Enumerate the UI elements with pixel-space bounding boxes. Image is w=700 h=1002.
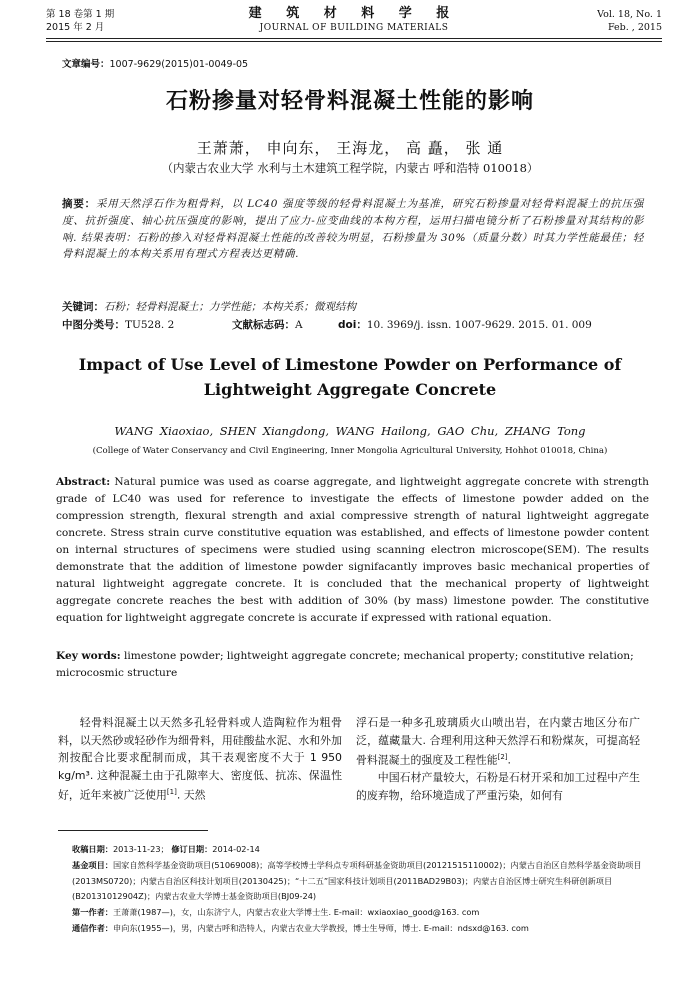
title-cn: 石粉掺量对轻骨料混凝土性能的影响 bbox=[165, 89, 534, 114]
journal-name bbox=[46, 6, 662, 34]
fund-text: 国家自然科学基金资助项目(51069008)；高等学校博士学科点专项科研基金资助项目(20121515110002)；内蒙古自治区自然科学基金资助项目(2013MS0720)；内蒙古自治区科技计划项目(20130425)；“十二五”国家科技计划项目(2011BAD29B03)；内蒙古自治区博士研究生科研创新项目(B20131012904Z)；内蒙古农业大学博士基金资助项目(BJ09-24) bbox=[72, 859, 642, 902]
affiliation-en: (College of Water Conservancy and Civil Engineering, Inner Mongolia Agricultural University, Hohhot 010018, China) bbox=[92, 446, 608, 456]
body-paragraph bbox=[58, 714, 342, 805]
header-rule-thin bbox=[46, 41, 662, 42]
footnote-rule bbox=[58, 830, 208, 831]
first-author-text: 王萧萧(1987—)，女，山东济宁人，内蒙古农业大学博士生. E-mail：wxiaoxiao_good@163. com bbox=[112, 907, 480, 918]
corr-author-text: 申向东(1955—)，男，内蒙古呼和浩特人，内蒙古农业大学教授，博士生导师，博士. E-mail：ndsxd@163. com bbox=[112, 922, 529, 933]
abstract-cn-label: 摘要： bbox=[62, 198, 96, 210]
body-column-left bbox=[58, 714, 342, 805]
fund-label: 基金项目： bbox=[72, 859, 113, 870]
keywords-cn bbox=[62, 299, 644, 315]
journal-name-cn: 建 筑 材 料 学 报 bbox=[248, 6, 460, 21]
body-paragraph bbox=[356, 714, 640, 769]
title-en-line2: Lightweight Aggregate Concrete bbox=[203, 380, 497, 399]
keywords-en-text: limestone powder; lightweight aggregate concrete; mechanical property; constitutive relation; microcosmic structure bbox=[56, 650, 634, 679]
citation: [1] bbox=[166, 788, 177, 797]
corr-author-label: 通信作者： bbox=[72, 922, 113, 933]
body-text-tail: . bbox=[507, 753, 511, 767]
title-en-line1: Impact of Use Level of Limestone Powder on Performance of bbox=[78, 355, 622, 374]
abstract-cn-text: 采用天然浮石作为粗骨料，以 LC40 强度等级的轻骨料混凝土为基准，研究石粉掺量对轻骨料混凝土的抗压强度、抗折强度、轴心抗压强度的影响，提出了应力-应变曲线的本构方程，运用扫描电镜分析了石粉掺量对其结构的影响. 结果表明：石粉的掺入对轻骨料混凝土性能的改善较为明显，石粉掺量为 30%（质量分数）时其力学性能最佳；轻骨料混凝土的本构关系用有理式方程表达更精确. bbox=[62, 198, 644, 261]
doi-value: 10. 3969/j. issn. 1007-9629. 2015. 01. 009 bbox=[366, 319, 592, 331]
abstract-en-text: Natural pumice was used as coarse aggregate, and lightweight aggregate concrete with strength grade of LC40 was used for reference to investigate the effects of limestone powder added on the compression strength, flexural strength and axial compressive strength of natural lightweight aggregate concrete. Stress strain curve constitutive equation was established, and effects of limestone powder content on internal structures of specimens were studied using scanning electron microscope(SEM). The results demonstrate that the addition of limestone powder signifacantly improves basic mechanical properties of natural lightweight aggregate concrete. It is concluded that the mechanical property of lightweight aggregate concrete reaches the best with addition of 30% (by mass) limestone powder. The constitutive equation for lightweight aggregate concrete is accurate if expressed with rational equation. bbox=[56, 476, 649, 624]
date-en: Feb. , 2015 bbox=[607, 22, 662, 33]
issue-info-en bbox=[597, 8, 662, 34]
doi-label: doi： bbox=[338, 319, 367, 331]
footnote-dates bbox=[58, 842, 650, 858]
body-text: 浮石是一种多孔玻璃质火山喷出岩，在内蒙古地区分布广泛，蕴藏量大. 合理利用这种天然浮石和粉煤灰，可提高轻骨料混凝土的强度及工程性能 bbox=[356, 716, 640, 767]
article-number-value: 1007-9629(2015)01-0049-05 bbox=[109, 59, 249, 70]
keywords-en bbox=[56, 648, 649, 682]
keywords-en-label: Key words: bbox=[56, 650, 121, 662]
class-number-value: TU528. 2 bbox=[125, 319, 175, 331]
volume-issue-cn: 第 18 卷第 1 期 bbox=[46, 9, 115, 20]
authors-en: WANG Xiaoxiao, SHEN Xiangdong, WANG Hailong, GAO Chu, ZHANG Tong bbox=[114, 424, 586, 438]
body-text: 轻骨料混凝土以天然多孔轻骨料或人造陶粒作为粗骨料，以天然砂或轻砂作为细骨料，用硅酸盐水泥、水和外加剂按配合比要求配制而成，其干表观密度不大于 1 950 kg/m³. 这种混凝土由于孔隙率大、密度低、抗冻、保温性好，近年来被广泛使用 bbox=[58, 716, 342, 802]
volume-issue-en: Vol. 18, No. 1 bbox=[597, 9, 662, 20]
footnote-funding bbox=[58, 858, 650, 905]
footnote-corresponding-author bbox=[58, 921, 650, 937]
abstract-en-label: Abstract: bbox=[56, 476, 111, 488]
received-label: 收稿日期： bbox=[72, 844, 113, 854]
revised-label: 修订日期： bbox=[171, 844, 213, 854]
class-number-label: 中图分类号： bbox=[62, 319, 125, 331]
revised-date: 2014-02-14 bbox=[212, 844, 260, 854]
running-header bbox=[46, 6, 662, 36]
authors-cn: 王萧萧， 申向东， 王海龙， 高 矗， 张 通 bbox=[196, 139, 504, 157]
affiliation-cn: （内蒙古农业大学 水利与土木建筑工程学院，内蒙古 呼和浩特 010018） bbox=[161, 161, 539, 175]
keywords-cn-text: 石粉；轻骨料混凝土；力学性能；本构关系；微观结构 bbox=[104, 301, 356, 313]
date-cn: 2015 年 2 月 bbox=[46, 22, 105, 33]
article-number bbox=[62, 56, 248, 70]
doc-code-value: A bbox=[295, 319, 303, 331]
class-number bbox=[62, 317, 174, 333]
body-text-tail: . 天然 bbox=[176, 789, 206, 802]
doc-code-label: 文献标志码： bbox=[232, 319, 295, 331]
abstract-en bbox=[56, 474, 649, 627]
article-number-label: 文章编号： bbox=[62, 59, 110, 70]
received-date: 2013-11-23； bbox=[112, 844, 169, 854]
citation: [2] bbox=[497, 753, 508, 762]
footnote-first-author bbox=[58, 905, 650, 921]
keywords-cn-label: 关键词： bbox=[62, 301, 104, 313]
doi bbox=[338, 317, 592, 333]
doc-code bbox=[232, 317, 303, 333]
abstract-cn bbox=[62, 196, 644, 263]
first-author-label: 第一作者： bbox=[72, 907, 113, 918]
body-column-right bbox=[356, 714, 640, 805]
header-rule bbox=[46, 38, 662, 39]
footnotes bbox=[58, 842, 650, 937]
body-paragraph: 中国石材产量较大，石粉是石材开采和加工过程中产生的废弃物，给环境造成了严重污染，如何有 bbox=[356, 771, 640, 802]
title-en bbox=[0, 352, 700, 402]
journal-name-en: JOURNAL OF BUILDING MATERIALS bbox=[259, 23, 449, 33]
